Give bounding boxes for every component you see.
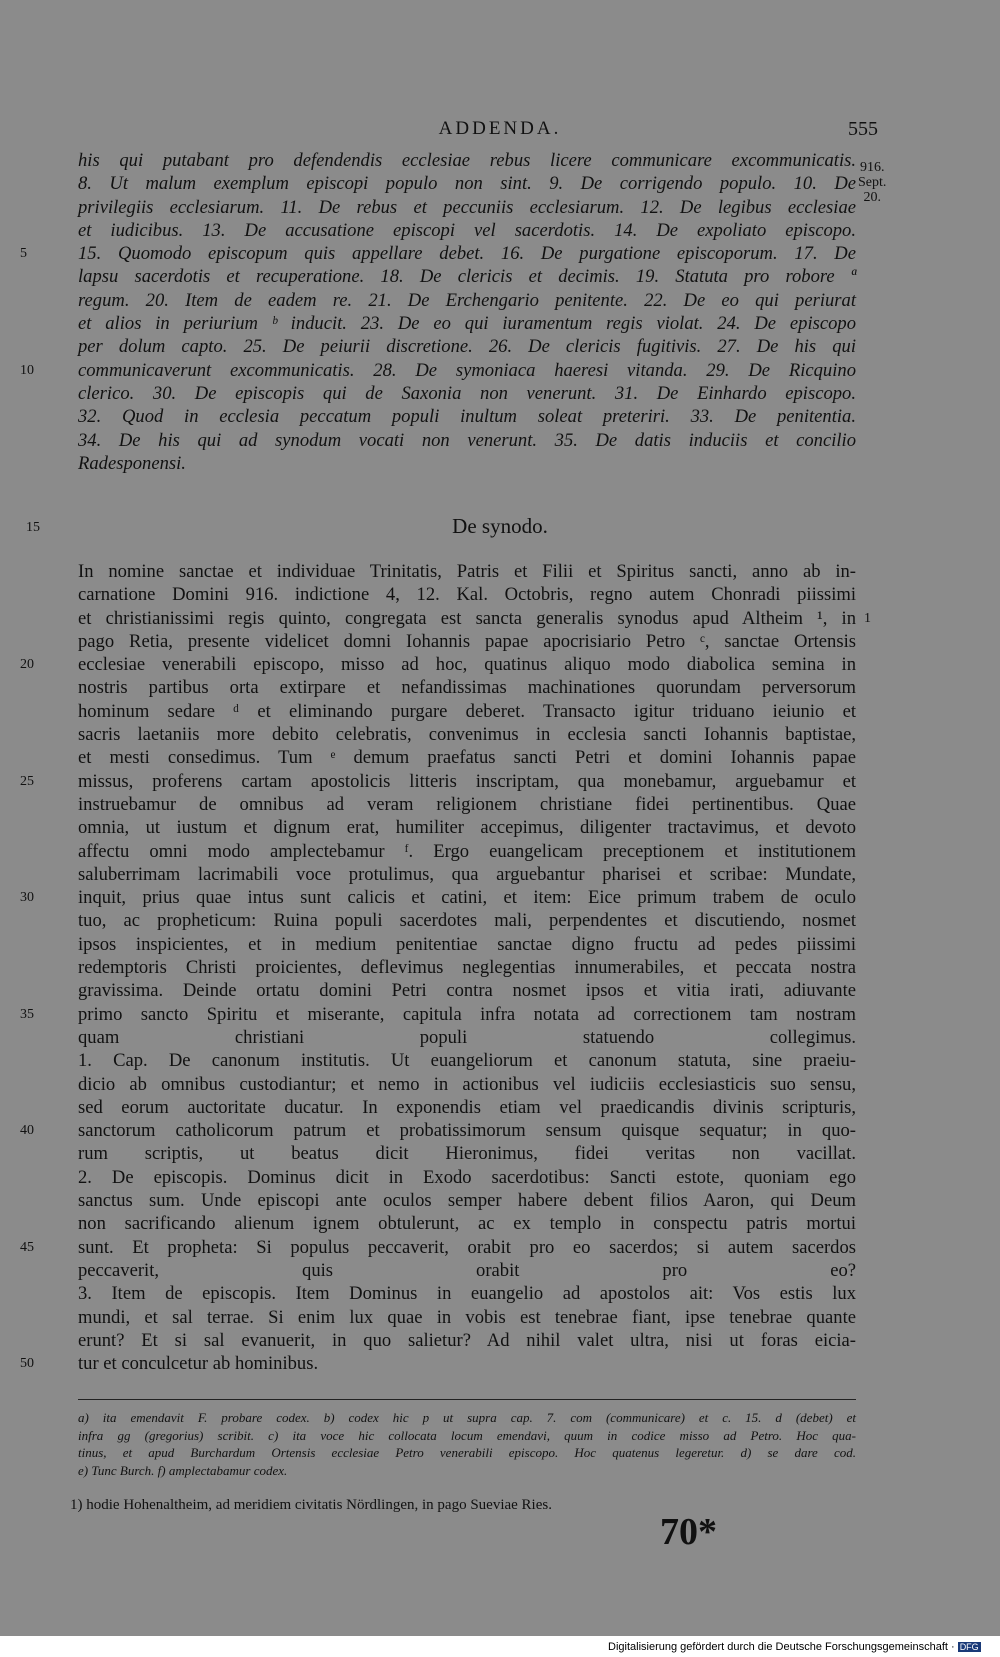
text-line	[20, 1352, 856, 1375]
line-text: et alios in periurium ᵇ inducit. 23. De eo qui iuramentum regis violat. 24. De episcopo	[78, 313, 856, 335]
line-number: 15	[26, 520, 40, 535]
line-number: 30	[20, 890, 34, 906]
text-line	[78, 1073, 856, 1096]
text-line	[78, 979, 856, 1002]
text-line	[78, 219, 856, 242]
line-text: redemptoris Christi proicientes, deflevimus neglegentias innumerabiles, et peccata nostra	[78, 957, 856, 979]
chapter-list	[20, 149, 856, 475]
text-line	[78, 1259, 856, 1282]
line-text: erunt? Et si sal evanuerit, in quo salietur? Ad nihil valet ultra, nisi ut foras eicia-	[78, 1329, 856, 1351]
body-text	[20, 560, 871, 1375]
line-text: In nomine sanctae et individuae Trinitatis, Patris et Filii et Spiritus sancti, anno ab in-	[78, 561, 856, 582]
text-line	[78, 1212, 856, 1235]
line-text: 32. Quod in ecclesia peccatum populi inultum soleat preteriri. 33. De penitentia.	[78, 406, 856, 428]
signature-mark: 70*	[660, 1511, 717, 1553]
text-line	[78, 583, 856, 606]
line-text: tur et conculcetur ab hominibus.	[78, 1353, 319, 1375]
line-text: omnia, ut iustum et dignum erat, humiliter accepimus, diligenter tractavimus, et devoto	[78, 817, 856, 839]
text-line	[78, 746, 856, 769]
footnote-rule	[78, 1399, 856, 1400]
text-line	[78, 312, 856, 335]
text-line	[20, 770, 856, 793]
line-text: et iudicibus. 13. De accusatione episcopi vel sacerdotis. 14. De expoliato episcopo.	[78, 219, 856, 241]
line-text: mundi, et sal terrae. Si enim lux quae in vobis est tenebrae fiant, ipse tenebrae quante	[78, 1306, 856, 1328]
digitization-credit	[608, 1641, 981, 1653]
text-line	[78, 196, 856, 219]
section-heading: De synodo.	[452, 514, 548, 538]
line-text: sunt. Et propheta: Si populus peccaverit, orabit pro eo sacerdos; si autem sacerdos	[78, 1236, 856, 1258]
text-line	[78, 429, 856, 452]
line-text: missus, proferens cartam apostolicis litteris inscriptam, qua monebamur, arguebamur et	[78, 770, 856, 792]
text-line	[20, 1236, 856, 1259]
footnote-line: e) Tunc Burch. f) amplectabamur codex.	[78, 1462, 288, 1478]
text-line	[78, 405, 856, 428]
text-line	[78, 560, 856, 583]
text-line	[78, 1282, 856, 1305]
line-text: his qui putabant pro defendendis ecclesiae rebus licere communicare excommunicatis.	[78, 150, 856, 171]
line-text: pago Retia, presente videlicet domni Iohannis papae apocrisiario Petro ᶜ, sanctae Ortensis	[78, 630, 856, 652]
line-text: Radesponensi.	[78, 452, 186, 474]
line-text: sed eorum auctoritate ducatur. In exponendis etiam vel praedicandis divinis scripturis,	[78, 1096, 856, 1118]
text-line	[78, 1189, 856, 1212]
page-number: 555	[848, 118, 878, 140]
line-text: affectu omni modo amplectebamur ᶠ. Ergo euangelicam preceptionem et institutionem	[78, 840, 856, 862]
line-text: communicaverunt excommunicatis. 28. De symoniaca haeresi vitanda. 29. De Ricquino	[78, 359, 856, 381]
text-line	[78, 863, 856, 886]
line-text: rum scriptis, ut beatus dicit Hieronimus, fidei veritas non vacillat.	[78, 1143, 856, 1165]
line-text: 3. Item de episcopis. Item Dominus in euangelio ad apostolos ait: Vos estis lux	[78, 1283, 856, 1305]
line-text: et mesti consedimus. Tum ᵉ demum praefatus sancti Petri et domini Iohannis papae	[78, 747, 856, 769]
line-text: 8. Ut malum exemplum episcopi populo non sint. 9. De corrigendo populo. 10. De	[78, 173, 856, 195]
line-text: non sacrificando alienum ignem obtulerunt, ac ex templo in conspectu patris mortui	[78, 1213, 856, 1235]
line-text: primo sancto Spiritu et miserante, capitula infra notata ad correctionem tam nostram	[78, 1003, 856, 1025]
margin-date-note	[858, 160, 886, 205]
line-text: ecclesiae venerabili episcopo, misso ad hoc, quatinus aliquo modo diabolica semina in	[78, 654, 856, 676]
text-line	[78, 1049, 856, 1072]
line-number: 10	[20, 362, 34, 378]
line-text: quam christiani populi statuendo collegimus.	[78, 1026, 856, 1048]
text-line	[20, 242, 856, 265]
line-text: peccaverit, quis orabit pro eo?	[78, 1259, 856, 1281]
footnote-1: 1) hodie Hohenaltheim, ad meridiem civitatis Nördlingen, in pago Sueviae Ries.	[70, 1497, 552, 1513]
line-text: sanctorum catholicorum patrum et probatissimorum sensum quisque sequatur; in quo-	[78, 1120, 856, 1142]
text-line	[78, 1142, 856, 1165]
text-line	[78, 956, 856, 979]
text-line	[20, 653, 856, 676]
critical-apparatus	[78, 1409, 856, 1479]
line-text: et christianissimi regis quinto, congregata est sancta generalis synodus apud Altheim ¹, in	[78, 607, 856, 629]
text-line	[78, 793, 856, 816]
line-text: dicio ab omnibus custodiantur; et nemo in actionibus vel iudiciis ecclesiasticis suo sensu,	[78, 1073, 856, 1095]
line-number: 5	[20, 246, 27, 262]
text-line	[78, 452, 856, 475]
line-text: tuo, ac propheticum: Ruina populi sacerdotes mali, perpendentes et discutiendo, nosmet	[78, 910, 856, 932]
line-text: clerico. 30. De episcopis qui de Saxonia non venerunt. 31. De Einhardo episcopo.	[78, 382, 856, 404]
text-line	[20, 1003, 856, 1026]
text-line	[78, 382, 856, 405]
footnote-line: tinus, et apud Burchardum Ortensis ecclesiae Petro venerabili episcopo. Hoc quatenus legeretur. d) se dare cod.	[78, 1445, 856, 1460]
text-line	[78, 723, 856, 746]
line-number: 35	[20, 1006, 34, 1022]
margin-date-line: 20.	[863, 190, 881, 205]
text-line	[78, 909, 856, 932]
text-line	[78, 700, 856, 723]
line-text: 1. Cap. De canonum institutis. Ut euangeliorum et canonum statuta, sine praeiu-	[78, 1050, 856, 1072]
line-text: instruebamur de omnibus ad veram religionem christiane fidei pertinentibus. Quae	[78, 793, 856, 815]
text-line	[78, 1329, 856, 1352]
credit-text: Digitalisierung gefördert durch die Deutsche Forschungsgemeinschaft ·	[608, 1641, 955, 1653]
text-line	[78, 265, 856, 288]
margin-date-line: Sept.	[858, 175, 887, 190]
text-line	[20, 886, 856, 909]
line-text: lapsu sacerdotis et recuperatione. 18. De clericis et decimis. 19. Statuta pro robore ª	[78, 266, 856, 288]
line-text: per dolum capto. 25. De peiurii discretione. 26. De clericis fugitivis. 27. De his qui	[78, 336, 856, 358]
text-line	[78, 816, 856, 839]
text-line	[78, 933, 856, 956]
line-text: carnatione Domini 916. indictione 4, 12. Kal. Octobris, regno autem Chonradi piissimi	[78, 584, 856, 606]
footnote-line: infra gg (gregorius) scribit. c) ita voce hic collocata locum emendavi, quum in codice misso ad Petro. Hoc qua-	[78, 1427, 856, 1443]
line-number: 40	[20, 1123, 34, 1139]
text-line	[20, 359, 856, 382]
line-number: 25	[20, 773, 34, 789]
text-line	[78, 1306, 856, 1329]
line-text: hominum sedare ᵈ et eliminando purgare deberet. Transacto igitur triduano ieiunio et	[78, 700, 856, 722]
line-text: nostris partibus orta extirpare et nefandissimas machinationes quorundam perversorum	[78, 677, 856, 699]
margin-footnote-ref: 1	[864, 610, 871, 626]
text-line	[78, 630, 856, 653]
margin-date-line: 916.	[859, 160, 885, 175]
text-line	[78, 1166, 856, 1189]
line-text: gravissima. Deinde ortatu domini Petri contra nosmet ipsos et vitia irati, adiuvante	[78, 980, 856, 1002]
line-text: ipsos inspicientes, et in medium penitentiae sanctae digno fructu ad pedes piissimi	[78, 933, 856, 955]
text-line	[78, 607, 871, 630]
line-text: 34. De his qui ad synodum vocati non venerunt. 35. De datis induciis et concilio	[78, 429, 856, 451]
line-text: 2. De episcopis. Dominus dicit in Exodo sacerdotibus: Sancti estote, quoniam ego	[78, 1166, 856, 1188]
text-line	[78, 149, 856, 172]
running-header-title: ADDENDA.	[438, 118, 562, 139]
text-line	[78, 1096, 856, 1119]
text-line	[20, 1119, 856, 1142]
line-number: 50	[20, 1356, 34, 1372]
line-text: regum. 20. Item de eadem re. 21. De Erchengario penitente. 22. De eo qui periurat	[78, 289, 856, 311]
text-line	[78, 289, 856, 312]
line-text: 15. Quomodo episcopum quis appellare debet. 16. De purgatione episcoporum. 17. De	[78, 243, 856, 265]
text-line	[78, 172, 856, 195]
line-text: saluberrimam lacrimabili voce protulimus, qua arguebantur pharisei et scribae: Mundate,	[78, 863, 856, 885]
line-text: sanctus sum. Unde episcopi ante oculos semper habere debent filios Aaron, qui Deum	[78, 1190, 856, 1212]
text-line	[78, 676, 856, 699]
text-line	[78, 1026, 856, 1049]
text-line	[78, 335, 856, 358]
footnote-line: a) ita emendavit F. probare codex. b) codex hic p ut supra cap. 7. com (communicare) et c. 15. d (debet) et	[78, 1410, 856, 1425]
line-text: privilegiis ecclesiarum. 11. De rebus et peccuniis ecclesiarum. 12. De legibus ecclesiae	[78, 196, 856, 218]
text-line	[78, 840, 856, 863]
dfg-logo: DFG	[959, 1642, 979, 1652]
line-number: 45	[20, 1239, 34, 1255]
line-text: inquit, prius quae intus sunt calicis et catini, et item: Eice primum trabem de oculo	[78, 887, 856, 909]
line-number: 20	[20, 657, 34, 673]
line-text: sacris laetaniis more debito celebratis, convenimus in ecclesia sancti Iohannis baptistae,	[78, 724, 856, 746]
